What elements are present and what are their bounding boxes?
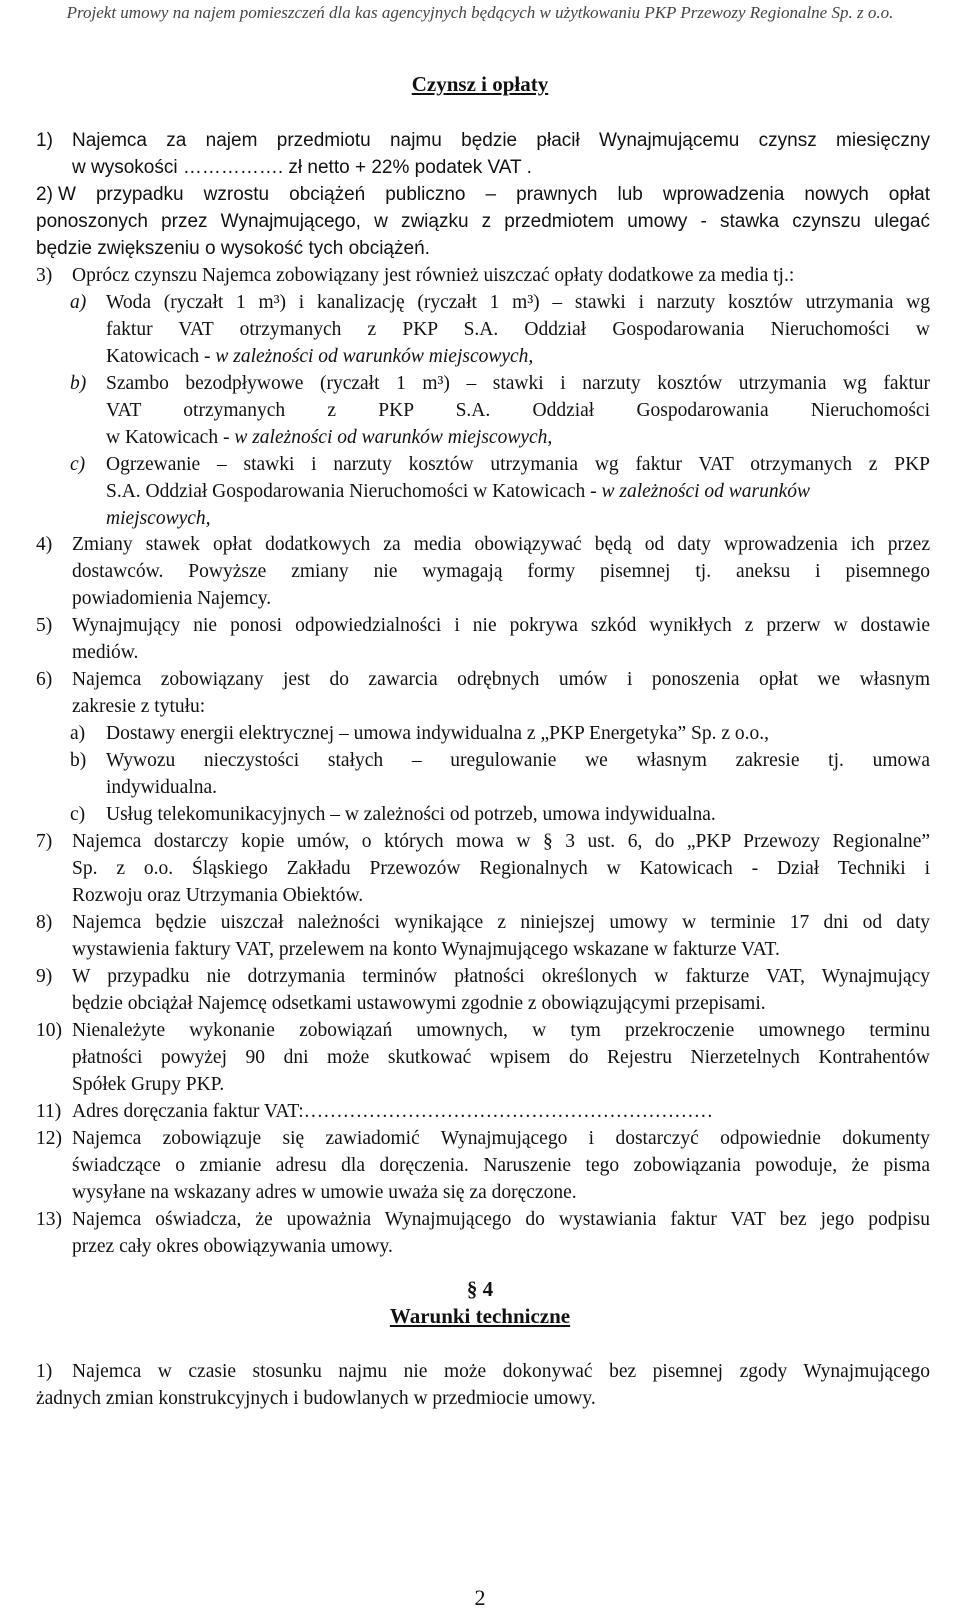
clause-number: 6)	[36, 669, 53, 690]
clause-3-7	[36, 828, 930, 910]
clause-number: 7)	[36, 831, 53, 852]
clause-number: 11)	[36, 1101, 62, 1122]
clause-3-9	[36, 963, 930, 1017]
clause-3-6-a	[70, 720, 930, 747]
clause-3-6-c	[70, 801, 930, 828]
clause-line: Dostawy energii elektrycznej – umowa indywidualna z „PKP Energetyka” Sp. z o.o.,	[106, 723, 770, 744]
clause-line: powiadomienia Najemcy.	[72, 588, 272, 610]
clause-number: 3)	[36, 265, 53, 286]
clause-3-8	[36, 909, 930, 963]
clause-3-5	[36, 612, 930, 666]
running-header: Projekt umowy na najem pomieszczeń dla kas agencyjnych będących w użytkowaniu PKP Przewozy Regionalne Sp. z o.o.	[66, 3, 894, 22]
clause-line: Oprócz czynszu Najemca zobowiązany jest również uiszczać opłaty dodatkowe za media tj.:	[72, 265, 795, 286]
sub-label: c)	[70, 804, 86, 825]
clause-line: Wynajmujący nie ponosi odpowiedzialności i nie pokrywa szkód wynikłych z przerw w dostawie	[72, 615, 930, 636]
clause-line: Najemca zobowiązany jest do zawarcia odrębnych umów i ponoszenia opłat we własnym	[72, 669, 930, 690]
sub-label: b)	[70, 373, 87, 394]
clause-line: Adres doręczania faktur VAT:………………………………………………………	[72, 1101, 714, 1122]
clause-3-3	[36, 262, 930, 289]
clause-3-6	[36, 666, 930, 720]
clause-3-11	[36, 1098, 930, 1125]
clause-number: 4)	[36, 534, 53, 555]
clause-3-12	[36, 1125, 930, 1207]
clause-number: 12)	[36, 1128, 62, 1149]
clause-line: Usług telekomunikacyjnych – w zależności od potrzeb, umowa indywidualna.	[106, 804, 716, 825]
sub-label: a)	[70, 292, 87, 313]
clause-line: wysyłane na wskazany adres w umowie uważa się za doręczone.	[72, 1182, 577, 1204]
clause-line: Najemca oświadcza, że upoważnia Wynajmującego do wystawiania faktur VAT bez jego podpisu	[72, 1209, 930, 1230]
clause-line: mediów.	[72, 642, 139, 664]
clause-line: Najemca w czasie stosunku najmu nie może dokonywać bez pisemnej zgody Wynajmującego	[72, 1361, 930, 1382]
clause-line: świadczące o zmianie adresu dla doręczenia. Naruszenie tego zobowiązania powoduje, że pisma	[72, 1155, 930, 1177]
clause-3-10	[36, 1017, 930, 1099]
clause-line: Nienależyte wykonanie zobowiązań umownych, w tym przekroczenie umownego terminu	[72, 1020, 930, 1041]
sub-label: a)	[70, 723, 86, 744]
clause-number: 8)	[36, 912, 53, 933]
clause-number: 13)	[36, 1209, 62, 1230]
sub-label: b)	[70, 750, 87, 771]
clause-line: Woda (ryczałt 1 m³) i kanalizację (ryczałt 1 m³) – stawki i narzuty kosztów utrzymania wg	[106, 292, 930, 313]
clause-3-3-b	[70, 370, 930, 452]
clause-line: dostawców. Powyższe zmiany nie wymagają formy pisemnej tj. aneksu i pisemnego	[72, 561, 930, 583]
clause-line: Sp. z o.o. Śląskiego Zakładu Przewozów Regionalnych w Katowicach - Dział Techniki i	[72, 858, 930, 880]
clause-3-13	[36, 1206, 930, 1260]
clause-line: przez cały okres obowiązywania umowy.	[72, 1236, 393, 1258]
clause-line: S.A. Oddział Gospodarowania Nieruchomości w Katowicach -	[106, 481, 602, 503]
clause-line: ponoszonych przez Wynajmującego, w związku z przedmiotem umowy - stawka czynszu ulegać	[36, 211, 930, 233]
clause-line: zakresie z tytułu:	[72, 696, 206, 718]
clause-3-1	[36, 127, 930, 181]
clause-line: W przypadku nie dotrzymania terminów płatności określonych w fakturze VAT, Wynajmujący	[72, 966, 930, 987]
clause-line: Katowicach -	[106, 346, 216, 368]
clause-line: VAT otrzymanych z PKP S.A. Oddział Gospodarowania Nieruchomości	[106, 400, 930, 422]
clause-line: Najemca będzie uiszczał należności wynikające z niniejszej umowy w terminie 17 dni od daty	[72, 912, 930, 933]
clause-line: w Katowicach -	[106, 427, 235, 449]
clause-3-3-c	[70, 451, 930, 533]
clause-line: w wysokości ……………. zł netto + 22% podatek VAT .	[72, 157, 532, 179]
clause-italic-note: w zależności od warunków miejscowych,	[234, 427, 553, 449]
clause-line: będzie zwiększeniu o wysokość tych obciążeń.	[36, 238, 430, 260]
clause-number: 2)	[36, 184, 53, 205]
section-4-number: § 4	[466, 1277, 494, 1301]
clause-3-3-a	[70, 289, 930, 371]
clause-number: 5)	[36, 615, 53, 636]
clause-line: faktur VAT otrzymanych z PKP S.A. Oddział Gospodarowania Nieruchomości w	[106, 319, 930, 341]
clause-3-2	[36, 181, 930, 263]
page-number: 2	[474, 1585, 486, 1610]
clause-line: Ogrzewanie – stawki i narzuty kosztów utrzymania wg faktur VAT otrzymanych z PKP	[106, 454, 930, 475]
clause-number: 9)	[36, 966, 53, 987]
clause-line: Spółek Grupy PKP.	[72, 1074, 225, 1096]
clause-number: 1)	[36, 1361, 53, 1382]
clause-italic-note: w zależności od warunków	[601, 481, 811, 503]
clause-italic-note: w zależności od warunków miejscowych,	[215, 346, 534, 368]
clause-line: Najemca zobowiązuje się zawiadomić Wynajmującego i dostarczyć odpowiednie dokumenty	[72, 1128, 930, 1149]
clause-line: indywidualna.	[106, 777, 218, 799]
clause-line: będzie obciążał Najemcę odsetkami ustawowymi zgodnie z obowiązującymi przepisami.	[72, 993, 766, 1015]
clause-line: płatności powyżej 90 dni może skutkować wpisem do Rejestru Nierzetelnych Kontrahentów	[72, 1047, 930, 1069]
clause-line: Zmiany stawek opłat dodatkowych za media obowiązywać będą od daty wprowadzenia ich przez	[72, 534, 930, 555]
clause-line: Najemca za najem przedmiotu najmu będzie płacił Wynajmującemu czynsz miesięczny	[72, 130, 930, 151]
clause-line: Rozwoju oraz Utrzymania Obiektów.	[72, 885, 364, 907]
clause-italic-note: miejscowych,	[106, 508, 211, 530]
clause-line: Najemca dostarczy kopie umów, o których mowa w § 3 ust. 6, do „PKP Przewozy Regionalne”	[72, 831, 930, 852]
clause-line: wystawienia faktury VAT, przelewem na konto Wynajmującego wskazane w fakturze VAT.	[72, 939, 780, 961]
clause-line: W przypadku wzrostu obciążeń publiczno – prawnych lub wprowadzenia nowych opłat	[58, 184, 930, 205]
clause-3-4	[36, 531, 930, 613]
clause-3-6-b	[70, 747, 930, 801]
section-4-title: Warunki techniczne	[389, 1304, 571, 1328]
clause-number: 10)	[36, 1020, 62, 1041]
sub-label: c)	[70, 454, 86, 475]
clause-line: żadnych zmian konstrukcyjnych i budowlanych w przedmiocie umowy.	[36, 1388, 596, 1410]
clause-line: Wywozu nieczystości stałych – uregulowanie we własnym zakresie tj. umowa	[106, 750, 930, 771]
section-3-title: Czynsz i opłaty	[411, 72, 549, 96]
clause-line: Szambo bezodpływowe (ryczałt 1 m³) – stawki i narzuty kosztów utrzymania wg faktur	[106, 373, 930, 394]
clause-number: 1)	[36, 130, 53, 151]
clause-4-1	[36, 1358, 930, 1412]
